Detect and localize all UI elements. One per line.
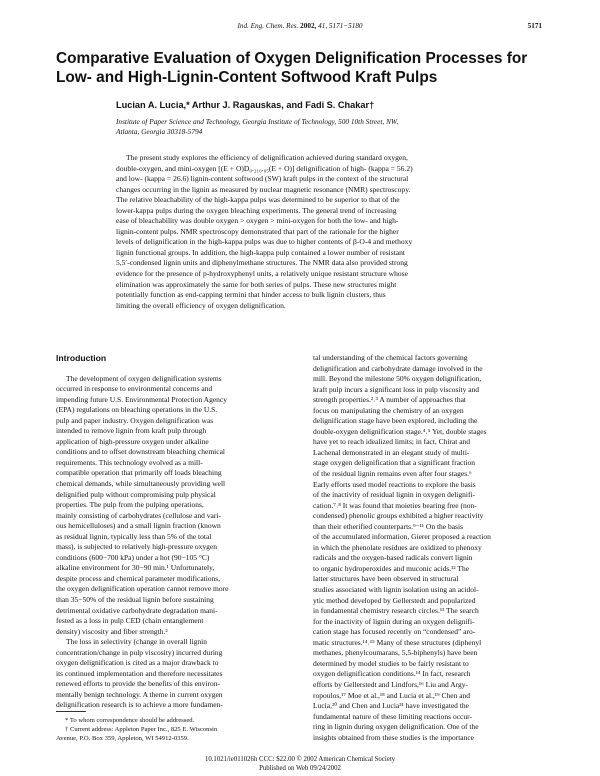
journal-pages: 5171−5180 [328, 22, 363, 30]
text-line: delignified pulp without compromising pulp physical [56, 489, 216, 499]
journal-volume: 41, [318, 22, 328, 30]
footnote-correspondence: * To whom correspondence should be addressed. [65, 717, 195, 724]
journal-year: 2002, [300, 22, 317, 30]
text-line: stage oxygen delignification that a significant fraction [313, 458, 476, 468]
text-line: The loss in selectivity (change in overall lignin [66, 637, 208, 647]
journal-citation [0, 22, 600, 30]
text-line: Lachenal demonstrated in an elegant study of multi- [313, 447, 470, 457]
text-line: its continued implementation and therefore necessitates [56, 668, 223, 678]
text-line: mass), is subjected to relatively high-pressure oxygen [56, 542, 218, 552]
text-line: the oxygen delignification operation cannot remove more [56, 584, 229, 594]
text-line: ring in lignin during oxygen delignification. One of the [313, 722, 479, 732]
text-line: density) viscosity and fiber strength.² [56, 626, 168, 636]
footnotes [56, 716, 288, 744]
text-line: as residual lignin, typically less than 5% of the total [56, 531, 212, 541]
footnote-rule [56, 711, 86, 712]
text-line: latter structures have been observed in structural [313, 574, 459, 584]
abstract [116, 153, 542, 311]
text-line: have yet to reach idealized limits; in fact, Chirat and [313, 437, 471, 447]
text-line: cation.⁷˒⁸ It was found that moieties bearing free (non- [313, 500, 477, 510]
text-line: The present study explores the efficiency of delignification achieved during standard oxygen, [126, 153, 408, 162]
footnote-address-cont: Avenue, P.O. Box 359, Appleton, WI 54912-0359. [56, 735, 189, 743]
text-line: ropoulos,¹⁷ Moe et al.,¹⁸ and Lucia et al.,¹⁹ Chen and [313, 690, 471, 700]
text-line: tal understanding of the chemical factors governing [313, 353, 468, 362]
doi-footer [0, 756, 600, 773]
text-line: lignin functional groups. In addition, the high-kappa pulp contained a lower number of resistant [116, 247, 406, 257]
text-line: kraft pulp incurs a significant loss in pulp viscosity and [313, 384, 480, 394]
text-line: than 35−50% of the residual lignin before sustaining [56, 594, 214, 604]
text-line: fested as a loss in pulp CED (chain entanglement [56, 616, 204, 626]
text-line: chemical demands, while simultaneously providing well [56, 478, 226, 488]
text-line: conditions and to offset downstream bleaching chemical [56, 447, 225, 457]
title-line: Comparative Evaluation of Oxygen Delignification Processes for [56, 50, 528, 67]
text-line: renewed efforts to provide the benefits of this environ- [56, 679, 220, 689]
affiliation [116, 117, 516, 138]
text-line: elimination was approximately the same for both series of pulps. These new structures might [116, 279, 397, 289]
text-line: of the residual lignin remains even after four stages.⁶ [313, 469, 472, 479]
text-line: occurred in response to environmental concerns and [56, 384, 213, 394]
text-line: mainly consisting of carbohydrates (cellulose and vari- [56, 510, 221, 520]
text-line: (EPA) regulations on bleaching operations in the U.S. [56, 405, 218, 415]
text-line: efforts by Gellerstedt and Lindfors,¹⁶ Liu and Argy- [313, 679, 468, 689]
text-line: levels of delignification in the high-kappa pulps was due to higher contents of β-O-4 and methoxy [116, 237, 413, 247]
text-line: in which the phenolate residues are oxidized to phenoxy [313, 542, 482, 552]
text-line: cation stage has focused recently on “condensed” aro- [313, 627, 476, 637]
text-line: delignification stage have been explored, including the [313, 416, 478, 426]
text-line: oxygen delignification is cited as a major drawback to [56, 658, 219, 668]
text-line: methanes, phenylcoumarans, 5,5-biphenyls) have been [313, 648, 478, 658]
text-line: Lucia,²⁰ and Chen and Lucia²¹ have investigated the [313, 701, 469, 711]
text-line: strength properties.²˒³ A number of approaches that [313, 395, 466, 405]
text-line: determined by model studies to be fairly resistant to [313, 658, 469, 668]
text-line: changes occurring in the lignin as measured by nuclear magnetic resonance (NMR) spectroscopy. [116, 184, 411, 194]
text-line: in fundamental chemistry research circles.¹³ The search [313, 606, 479, 616]
text-line: lignin-content pulps. NMR spectroscopy demonstrated that part of the rationale for the higher [116, 226, 399, 236]
text-line: conditions (600−700 kPa) under a hot (90−105 °C) [56, 552, 210, 562]
text-line: evidence for the presence of p-hydroxyphenyl units, a relatively unique resistant structure whose [116, 269, 408, 279]
text-line: intended to remove lignin from kraft pulp through [56, 426, 207, 436]
text-line: 5,5′-condensed lignin units and diphenylmethane structures. The NMR data also provided strong [116, 258, 408, 268]
text-line: Early efforts used model reactions to explore the basis [313, 479, 476, 489]
text-line: fundamental nature of these limiting reactions occur- [313, 711, 472, 721]
text-line: for the inactivity of lignin during an oxygen delignifi- [313, 616, 475, 626]
text-line: and low- (kappa = 26.6) lignin-content softwood (SW) kraft pulps in the context of the structural [116, 174, 409, 184]
text-line: concentration/change in pulp viscosity) incurred during [56, 647, 223, 657]
text-line: of the accumulated information, Gierer proposed a reaction [313, 532, 491, 542]
text-line: The relative bleachability of the high-kappa pulps was determined to be superior to that of the [116, 195, 400, 205]
text-line: compatible operation that primarily off loads bleaching [56, 468, 222, 478]
text-line: condensed) phenolic groups exhibited a higher reactivity [313, 511, 484, 521]
text-line: matic structures.¹⁴˒¹⁵ Many of these structures (diphenyl [313, 637, 482, 647]
text-line: oxygen delignification conditions.¹⁴ In fact, research [313, 669, 471, 679]
text-line: properties. The pulp from the pulping operations, [56, 500, 204, 510]
text-line: ease of bleachability was double oxygen > oxygen > mini-oxygen for both the low- and high- [116, 216, 399, 226]
journal-name: Ind. Eng. Chem. Res. [237, 22, 299, 30]
text-line: pulp and paper industry. Oxygen delignification was [56, 415, 214, 425]
left-column [56, 353, 286, 711]
running-head [0, 22, 600, 34]
text-line: than their etherified counterparts.⁹⁻¹¹ On the basis [313, 521, 463, 531]
affiliation-line: Institute of Paper Science and Technology, Georgia Institute of Technology, 500 10th Street, NW, [116, 117, 399, 126]
text-line: delignification research is to achieve a more fundamen- [56, 700, 223, 710]
section-heading-introduction: Introduction [56, 353, 107, 363]
text-line: application of high-pressure oxygen under alkaline [56, 436, 209, 446]
text-line: requirements. This technology evolved as a mill- [56, 457, 203, 467]
text-line: lower-kappa pulps during the oxygen bleaching experiments. The general trend of increasing [116, 205, 397, 215]
text-line: ous hemicelluloses) and a small lignin fraction (known [56, 521, 221, 531]
text-line: double-oxygen, and mini-oxygen [(E + O)D₀.₂₁₀.₀₅(E + O)] delignification of high- (kappa = 56.2) [116, 163, 413, 173]
text-line: double-oxygen delignification stage.⁴˒⁵ Yet, double stages [313, 426, 487, 436]
text-line: delignification and carbohydrate damage involved in the [313, 363, 483, 373]
text-line: The development of oxygen delignification systems [66, 373, 222, 383]
page-number: 5171 [527, 22, 542, 30]
text-line: detrimental oxidative carbohydrate degradation mani- [56, 605, 218, 615]
text-line: alkaline environment for 30−90 min.¹ Unfortunately, [56, 563, 215, 573]
text-line: radicals and the oxygen-based radicals convert lignin [313, 553, 473, 563]
text-line: insights obtained from these studies is the importance [313, 732, 475, 742]
text-line: of the inactivity of residual lignin in oxygen delignifi- [313, 490, 476, 500]
text-line: studies associated with lignin isolation using an acidol- [313, 585, 479, 595]
text-line: impending future U.S. Environmental Protection Agency [56, 394, 228, 404]
affiliation-line: Atlanta, Georgia 30318-5794 [116, 127, 203, 137]
text-line: mill. Beyond the milestone 50% oxygen delignification, [313, 374, 482, 384]
text-line: despite process and chemical parameter modifications, [56, 573, 221, 583]
author-list: Lucian A. Lucia,* Arthur J. Ragauskas, and Fadi S. Chakar† [116, 100, 375, 110]
text-line: to organic hydroperoxides and muconic acids.¹² The [313, 563, 470, 573]
text-line: mentally benign technology. A theme in current oxygen [56, 689, 223, 699]
text-line: limiting the overall efficiency of oxygen delignification. [116, 300, 286, 310]
title-line: Low- and High-Lignin-Content Softwood Kraft Pulps [56, 68, 438, 86]
right-column [313, 353, 545, 743]
text-line: ytic method developed by Gellerstedt and popularized [313, 595, 476, 605]
footnote-current-address: † Current address: Appleton Paper Inc., 825 E. Wisconsin [65, 726, 218, 734]
published-line: Published on Web 09/24/2002 [259, 764, 341, 772]
article-title [56, 50, 556, 87]
text-line: focus on manipulating the chemistry of an oxygen [313, 405, 464, 415]
doi-line: 10.1021/ie011026h CCC: $22.00 © 2002 American Chemical Society [204, 756, 396, 763]
text-line: potentially function as end-capping termini that hinder access to bulk lignin clusters, thus [116, 290, 386, 300]
